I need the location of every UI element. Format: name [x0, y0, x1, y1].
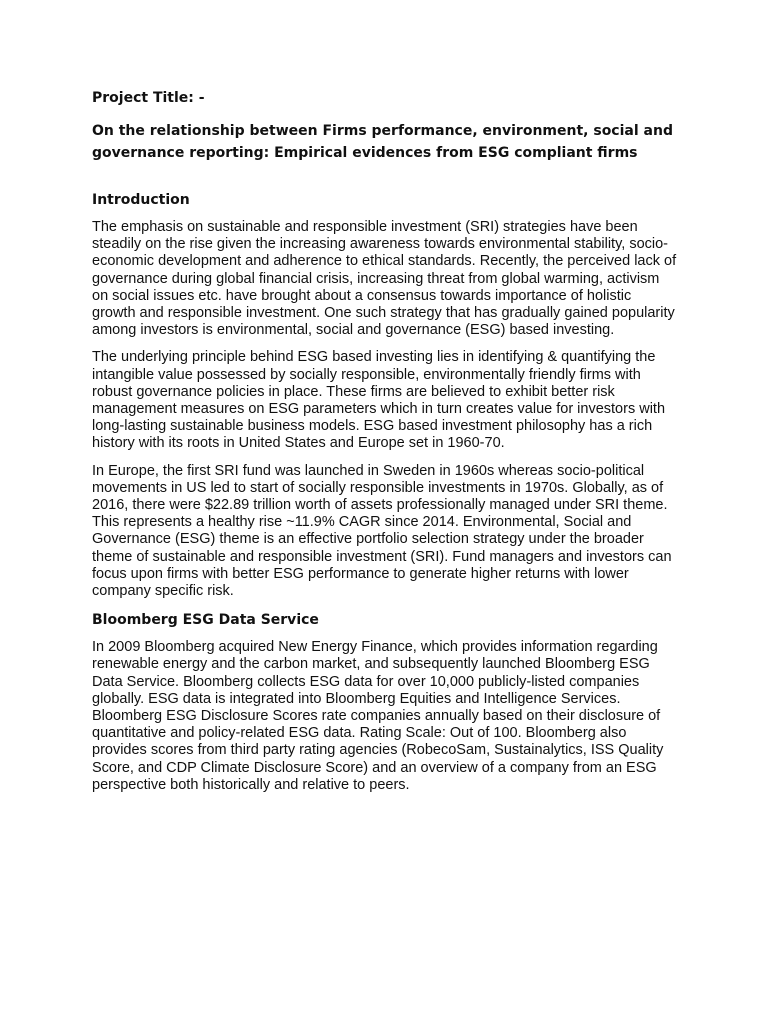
section-introduction [92, 190, 678, 600]
section-heading-bloomberg: Bloomberg ESG Data Service [92, 612, 319, 629]
intro-paragraph-3: In Europe, the first SRI fund was launched in Sweden in 1960s whereas socio-political movements in US led to start of socially responsible investments in 1970s. Globally, as of 2016, there were $22.89 trillion worth of assets professionally managed under SRI theme. This represents a healthy rise ~11.9% CAGR since 2014. Environmental, Social and Governance (ESG) theme is an effective portfolio selection strategy under the broader theme of sustainable and responsible investment (SRI). Fund managers and investors can focus upon firms with better ESG performance to generate higher returns with lower company specific risk. [92, 462, 672, 600]
document-page [92, 88, 678, 804]
section-bloomberg [92, 610, 678, 794]
bloomberg-paragraph-1: In 2009 Bloomberg acquired New Energy Finance, which provides information regarding renewable energy and the carbon market, and subsequently launched Bloomberg ESG Data Service. Bloomberg collects ESG data for over 10,000 publicly-listed companies globally. ESG data is integrated into Bloomberg Equities and Intelligence Services. Bloomberg ESG Disclosure Scores rate companies annually based on their disclosure of quantitative and policy-related ESG data. Rating Scale: Out of 100. Bloomberg also provides scores from third party rating agencies (RobecoSam, Sustainalytics, ISS Quality Score, and CDP Climate Disclosure Score) and an overview of a company from an ESG perspective both historically and relative to peers. [92, 639, 664, 793]
project-title: On the relationship between Firms performance, environment, social and governance reporting: Empirical evidences from ESG compliant firms [92, 123, 673, 161]
section-heading-introduction: Introduction [92, 192, 190, 208]
project-label: Project Title: - [92, 90, 205, 106]
intro-paragraph-2: The underlying principle behind ESG based investing lies in identifying & quantifying the intangible value possessed by socially responsible, environmentally friendly firms with robust governance policies in place. These firms are believed to exhibit better risk management measures on ESG parameters which in turn creates value for investors with long-lasting sustainable business models. ESG based investment philosophy has a rich history with its roots in United States and Europe set in 1960-70. [92, 349, 666, 452]
intro-paragraph-1: The emphasis on sustainable and responsible investment (SRI) strategies have been steadily on the rise given the increasing awareness towards environmental stability, socio-economic development and adherence to ethical standards. Recently, the perceived lack of governance during global financial crisis, increasing threat from global warming, activism on social issues etc. have brought about a consensus towards importance of holistic growth and responsible investment. One such strategy that has gradually gained popularity among investors is environmental, social and governance (ESG) based investing. [92, 219, 677, 339]
